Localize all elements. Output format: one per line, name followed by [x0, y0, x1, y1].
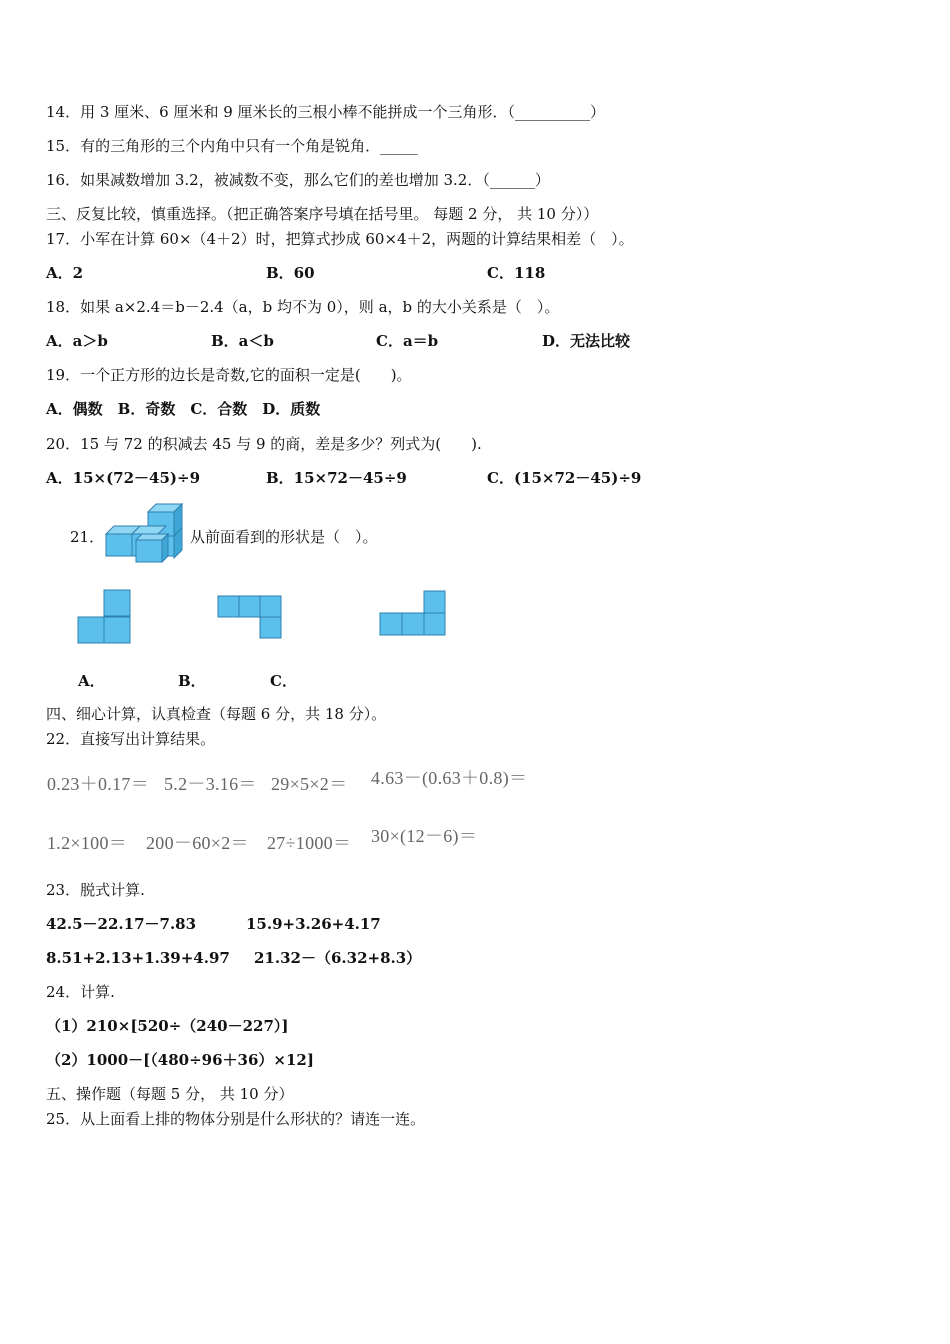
option-c-shape	[379, 590, 447, 636]
calc-expr-7: 27÷1000＝	[267, 833, 352, 853]
q18-option-d: D．无法比较	[542, 332, 631, 350]
calc-expr-8: 30×(12－6)＝	[371, 826, 478, 846]
q21-option-a-label: A．	[78, 672, 105, 690]
q20-option-c: C．(15×72－45)÷9	[487, 469, 642, 487]
calc-expr-6: 200－60×2＝	[146, 833, 249, 853]
q21-option-b-label: B．	[178, 672, 206, 690]
q18-option-c: C．a＝b	[376, 332, 439, 350]
question-19: 19．一个正方形的边长是奇数,它的面积一定是( )。	[46, 366, 412, 384]
q20-option-a: A．15×(72－45)÷9	[46, 469, 201, 487]
question-20: 20．15 与 72 的积减去 45 与 9 的商，差是多少？列式为( ).	[46, 435, 482, 453]
option-a-shape	[77, 590, 131, 644]
calc-expr-2: 5.2－3.16＝	[164, 774, 257, 794]
question-24: 24．计算.	[46, 983, 115, 1001]
q21-number: 21．	[70, 528, 105, 546]
calc-expr-5: 1.2×100＝	[47, 833, 128, 853]
q18-option-b: B．a＜b	[211, 332, 274, 350]
question-17: 17．小军在计算 60×（4＋2）时，把算式抄成 60×4＋2，两题的计算结果相差（ ）。	[46, 230, 634, 248]
calc-expr-3: 29×5×2＝	[271, 774, 348, 794]
question-18: 18．如果 a×2.4＝b－2.4（a，b 均不为 0），则 a，b 的大小关系是（ ）。	[46, 298, 560, 316]
q24-part-2: （2）1000－[（480÷96＋36）×12]	[46, 1051, 314, 1069]
option-b-shape	[217, 595, 283, 639]
q23-expr-4: 21.32－（6.32+8.3）	[254, 949, 422, 967]
section-4-heading: 四、细心计算，认真检查（每题 6 分，共 18 分）。	[46, 705, 387, 723]
q18-option-a: A．a＞b	[46, 332, 108, 350]
section-3-heading: 三、反复比较，慎重选择。（把正确答案序号填在括号里。 每题 2 分， 共 10 分））	[46, 205, 599, 223]
q17-option-b: B．60	[266, 264, 315, 282]
question-23: 23．脱式计算.	[46, 881, 145, 899]
question-15: 15．有的三角形的三个内角中只有一个角是锐角．_____	[46, 137, 418, 155]
question-14: 14．用 3 厘米、6 厘米和 9 厘米长的三根小棒不能拼成一个三角形．（__________）	[46, 103, 606, 121]
question-16: 16．如果减数增加 3.2，被减数不变，那么它们的差也增加 3.2．（______）	[46, 171, 550, 189]
q19-options: A．偶数 B．奇数 C．合数 D．质数	[46, 400, 321, 418]
q23-expr-3: 8.51+2.13+1.39+4.97	[46, 949, 230, 967]
section-5-heading: 五、操作题（每题 5 分， 共 10 分）	[46, 1085, 294, 1103]
q17-option-a: A．2	[46, 264, 84, 282]
q23-expr-1: 42.5－22.17－7.83	[46, 915, 197, 933]
q23-expr-2: 15.9+3.26+4.17	[246, 915, 381, 933]
question-22: 22．直接写出计算结果。	[46, 730, 216, 748]
question-25: 25．从上面看上排的物体分别是什么形状的？请连一连。	[46, 1110, 426, 1128]
calc-expr-1: 0.23＋0.17＝	[47, 774, 149, 794]
q24-part-1: （1）210×[520÷（240－227）]	[46, 1017, 289, 1035]
cube-stack-figure	[104, 500, 186, 564]
q21-option-c-label: C．	[270, 672, 297, 690]
calc-expr-4: 4.63－(0.63＋0.8)＝	[371, 768, 528, 788]
q17-option-c: C．118	[487, 264, 546, 282]
q20-option-b: B．15×72－45÷9	[266, 469, 407, 487]
q21-text: 从前面看到的形状是（ ）。	[190, 528, 378, 546]
